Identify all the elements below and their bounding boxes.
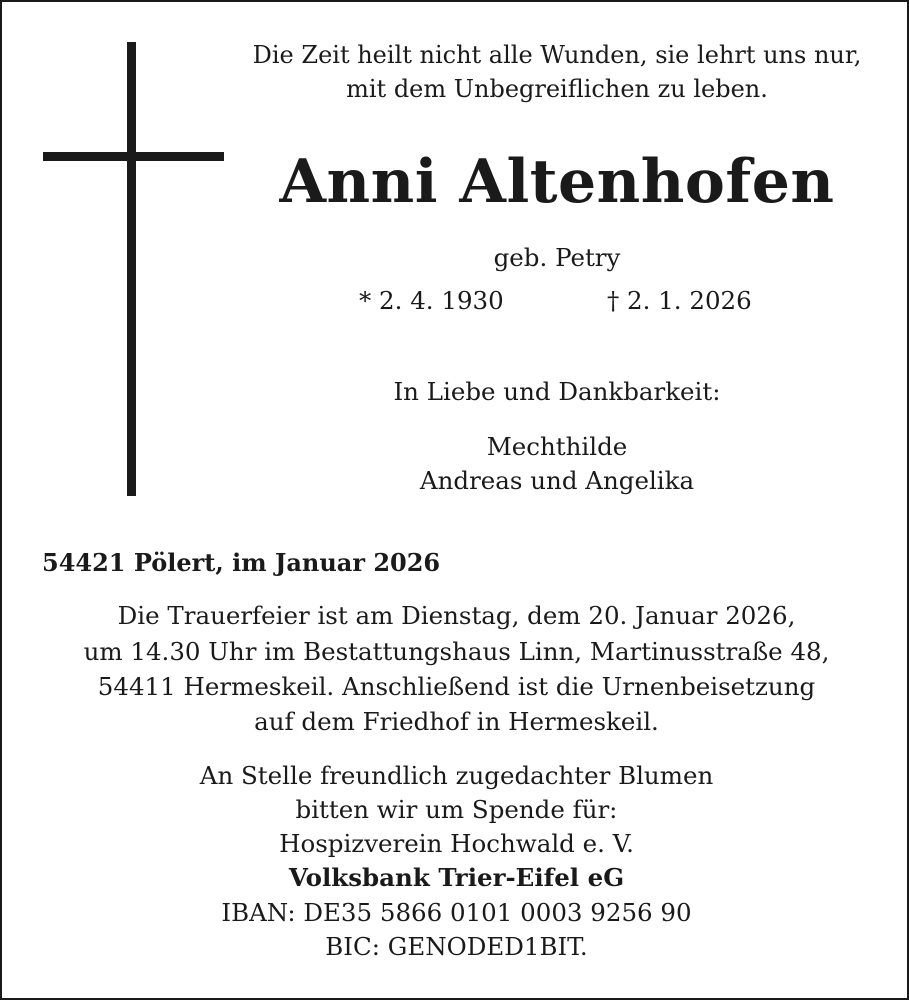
mourners-intro: In Liebe und Dankbarkeit: xyxy=(393,377,721,406)
donation-organization: Hospizverein Hochwald e. V. xyxy=(279,829,634,858)
deceased-name: Anni Altenhofen xyxy=(279,147,835,217)
place-date: 54421 Pölert, im Januar 2026 xyxy=(42,548,441,577)
service-line-3: 54411 Hermeskeil. Anschließend ist die Urnenbeisetzung xyxy=(97,672,816,701)
donation-bank: Volksbank Trier-Eifel eG xyxy=(288,863,625,892)
donation-line-2: bitten wir um Spende für: xyxy=(295,795,618,824)
cross-horizontal-bar xyxy=(43,152,224,161)
service-line-4: auf dem Friedhof in Hermeskeil. xyxy=(254,707,659,736)
mourners-line-1: Mechthilde xyxy=(486,432,628,461)
quote-line-2: mit dem Unbegreiflichen zu leben. xyxy=(346,75,768,103)
service-line-2: um 14.30 Uhr im Bestattungshaus Linn, Martinusstraße 48, xyxy=(83,637,830,666)
donation-iban: IBAN: DE35 5866 0101 0003 9256 90 xyxy=(221,898,692,927)
cross-vertical-bar xyxy=(127,42,136,496)
birth-date: * 2. 4. 1930 xyxy=(359,286,504,315)
mourners-line-2: Andreas und Angelika xyxy=(419,466,695,495)
quote-line-1: Die Zeit heilt nicht alle Wunden, sie lehrt uns nur, xyxy=(252,41,862,69)
donation-bic: BIC: GENODED1BIT. xyxy=(325,932,588,961)
death-date: † 2. 1. 2026 xyxy=(607,286,752,315)
donation-line-1: An Stelle freundlich zugedachter Blumen xyxy=(199,761,714,790)
service-line-1: Die Trauerfeier ist am Dienstag, dem 20. Januar 2026, xyxy=(117,601,796,630)
birth-name: geb. Petry xyxy=(493,243,621,272)
